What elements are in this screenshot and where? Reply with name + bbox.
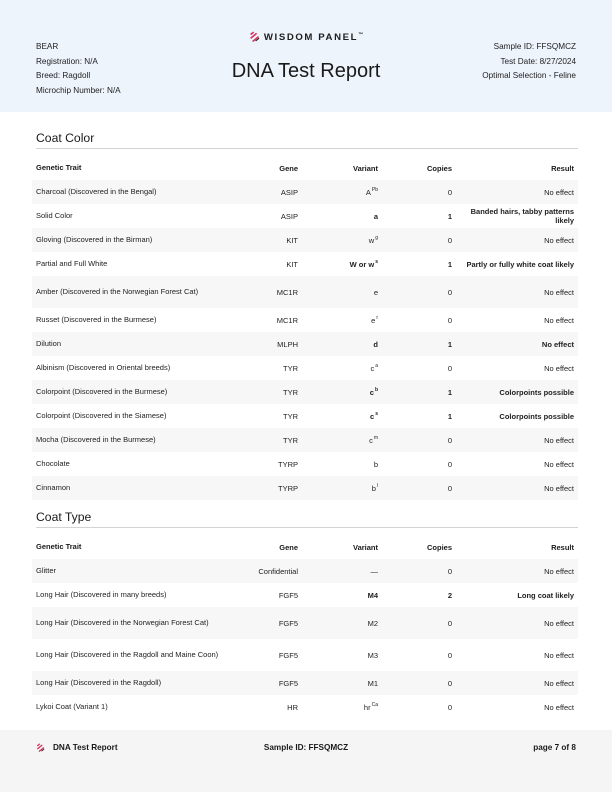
variant-allele: c bbox=[370, 412, 375, 421]
result-cell: Long coat likely bbox=[517, 590, 574, 600]
gene-cell: TYR bbox=[232, 380, 302, 404]
result-cell: Banded hairs, tabby patterns likely bbox=[470, 207, 574, 225]
microchip-number: Microchip Number: N/A bbox=[36, 85, 121, 95]
col-gene: Gene bbox=[279, 163, 298, 173]
report-header bbox=[0, 0, 612, 112]
copies-cell: 0 bbox=[382, 428, 456, 452]
copies-cell: 0 bbox=[447, 650, 452, 660]
result-cell: Partly or fully white coat likely bbox=[466, 259, 574, 269]
variant-superscript: g bbox=[375, 235, 378, 241]
table-row bbox=[32, 180, 578, 204]
variant-cell bbox=[302, 583, 382, 607]
col-variant: Variant bbox=[352, 542, 378, 552]
variant-allele: A bbox=[365, 188, 371, 197]
copies-cell: 1 bbox=[447, 211, 452, 221]
gene-cell: TYR bbox=[283, 363, 298, 373]
variant-allele: M2 bbox=[367, 618, 378, 628]
copies-cell: 2 bbox=[447, 590, 452, 600]
col-gene: Gene bbox=[279, 542, 298, 552]
result-cell: No effect bbox=[456, 228, 578, 252]
variant-allele: d bbox=[373, 339, 378, 349]
col-copies: Copies bbox=[426, 163, 452, 173]
gene-cell: KIT bbox=[286, 259, 298, 269]
gene-cell: TYRP bbox=[232, 476, 302, 500]
gene-cell: ASIP bbox=[280, 211, 298, 221]
copies-cell: 0 bbox=[447, 702, 452, 712]
table-row bbox=[32, 452, 578, 476]
variant-cell bbox=[302, 559, 382, 583]
trait-cell: Chocolate bbox=[36, 459, 70, 468]
gene-cell: Confidential bbox=[232, 559, 302, 583]
page-number: page 7 of 8 bbox=[533, 743, 576, 752]
result-cell: Colorpoints possible bbox=[456, 380, 578, 404]
trait-cell: Gloving (Discovered in the Birman) bbox=[32, 228, 232, 252]
coat-color-heading: Coat Color bbox=[36, 131, 578, 149]
copies-cell: 0 bbox=[382, 607, 456, 639]
variant-superscript: a bbox=[375, 363, 378, 369]
copies-cell: 0 bbox=[382, 671, 456, 695]
gene-cell: FGF5 bbox=[232, 671, 302, 695]
table-row bbox=[32, 695, 578, 719]
variant-superscript: r bbox=[376, 315, 378, 321]
table-row bbox=[32, 228, 578, 252]
breed: Breed: Ragdoll bbox=[36, 71, 91, 80]
panel-name: Optimal Selection - Feline bbox=[482, 71, 576, 80]
copies-cell: 0 bbox=[382, 180, 456, 204]
pet-name: BEAR bbox=[36, 42, 59, 51]
report-footer bbox=[0, 730, 612, 792]
copies-cell: 1 bbox=[447, 411, 452, 421]
trait-cell: Amber (Discovered in the Norwegian Forest Cat) bbox=[32, 276, 232, 308]
trait-cell: Partial and Full White bbox=[36, 259, 108, 268]
trait-cell: Lykoi Coat (Variant 1) bbox=[36, 702, 108, 711]
table-header-row bbox=[32, 156, 578, 180]
result-cell: No effect bbox=[456, 276, 578, 308]
variant-allele: c bbox=[369, 388, 374, 397]
coat-type-table bbox=[32, 535, 578, 719]
col-result: Result bbox=[551, 163, 574, 173]
result-cell: Colorpoints possible bbox=[499, 411, 574, 421]
result-cell: No effect bbox=[544, 315, 574, 325]
copies-cell: 0 bbox=[447, 363, 452, 373]
variant-allele: M4 bbox=[367, 590, 378, 600]
copies-cell: 0 bbox=[382, 476, 456, 500]
trait-cell: Dilution bbox=[32, 332, 232, 356]
gene-cell: TYRP bbox=[277, 459, 298, 469]
gene-cell: FGF5 bbox=[278, 650, 298, 660]
footer-title: DNA Test Report bbox=[53, 743, 118, 752]
trait-cell: Mocha (Discovered in the Burmese) bbox=[32, 428, 232, 452]
gene-cell: MC1R bbox=[276, 315, 298, 325]
col-genetic-trait: Genetic Trait bbox=[36, 163, 82, 172]
variant-allele: e bbox=[371, 316, 376, 325]
result-cell: No effect bbox=[456, 607, 578, 639]
variant-allele: W or w bbox=[349, 260, 375, 269]
variant-allele: a bbox=[373, 211, 378, 221]
table-row bbox=[32, 252, 578, 276]
col-genetic-trait: Genetic Trait bbox=[36, 542, 82, 551]
trait-cell: Long Hair (Discovered in the Ragdoll and Maine Coon) bbox=[36, 650, 219, 659]
variant-cell bbox=[302, 228, 382, 252]
variant-allele: w bbox=[368, 236, 375, 245]
coat-type-rows bbox=[32, 559, 578, 719]
brand-name: WISDOM PANEL bbox=[263, 32, 359, 43]
coat-color-rows bbox=[32, 180, 578, 500]
trait-cell: Long Hair (Discovered in many breeds) bbox=[36, 590, 167, 599]
table-row bbox=[32, 671, 578, 695]
gene-cell: MLPH bbox=[232, 332, 302, 356]
sample-info bbox=[482, 40, 576, 84]
gene-cell: TYR bbox=[232, 428, 302, 452]
variant-cell bbox=[302, 180, 382, 204]
gene-cell: MC1R bbox=[232, 276, 302, 308]
variant-cell bbox=[302, 607, 382, 639]
wisdom-panel-logo-icon bbox=[249, 31, 260, 42]
variant-cell bbox=[302, 695, 382, 719]
copies-cell: 0 bbox=[382, 228, 456, 252]
table-row bbox=[32, 332, 578, 356]
variant-cell bbox=[302, 332, 382, 356]
coat-color-table bbox=[32, 156, 578, 500]
gene-cell: HR bbox=[287, 702, 298, 712]
gene-cell: FGF5 bbox=[278, 590, 298, 600]
table-row bbox=[32, 583, 578, 607]
variant-superscript: Pb bbox=[371, 187, 378, 193]
trait-cell: Albinism (Discovered in Oriental breeds) bbox=[36, 363, 171, 372]
table-row bbox=[32, 276, 578, 308]
col-result: Result bbox=[551, 542, 574, 552]
variant-cell bbox=[302, 428, 382, 452]
table-row bbox=[32, 639, 578, 671]
table-row bbox=[32, 204, 578, 228]
variant-cell bbox=[302, 671, 382, 695]
copies-cell: 0 bbox=[447, 315, 452, 325]
result-cell: No effect bbox=[544, 702, 574, 712]
variant-allele: e bbox=[373, 287, 378, 297]
gene-cell: FGF5 bbox=[232, 607, 302, 639]
registration: Registration: N/A bbox=[36, 56, 98, 66]
variant-allele: c bbox=[369, 436, 373, 445]
trademark-symbol: ™ bbox=[358, 32, 364, 38]
result-cell: No effect bbox=[544, 459, 574, 469]
variant-cell bbox=[302, 476, 382, 500]
copies-cell: 1 bbox=[382, 380, 456, 404]
variant-superscript: s bbox=[375, 259, 378, 265]
report-title: DNA Test Report bbox=[231, 60, 381, 82]
table-row bbox=[32, 559, 578, 583]
table-row bbox=[32, 356, 578, 380]
trait-cell: Russet (Discovered in the Burmese) bbox=[36, 315, 157, 324]
test-date: Test Date: 8/27/2024 bbox=[500, 56, 576, 66]
copies-cell: 1 bbox=[447, 259, 452, 269]
variant-cell bbox=[302, 404, 382, 428]
variant-cell bbox=[302, 639, 382, 671]
gene-cell: ASIP bbox=[232, 180, 302, 204]
variant-cell bbox=[302, 356, 382, 380]
variant-cell bbox=[302, 276, 382, 308]
trait-cell: Glitter bbox=[32, 559, 232, 583]
variant-superscript: s bbox=[375, 411, 378, 417]
col-copies: Copies bbox=[426, 542, 452, 552]
table-row bbox=[32, 404, 578, 428]
result-cell: No effect bbox=[456, 428, 578, 452]
gene-cell: KIT bbox=[232, 228, 302, 252]
table-header-row bbox=[32, 535, 578, 559]
trait-cell: Cinnamon bbox=[32, 476, 232, 500]
variant-cell bbox=[302, 252, 382, 276]
coat-type-heading: Coat Type bbox=[36, 510, 578, 528]
table-row bbox=[32, 607, 578, 639]
trait-cell: Solid Color bbox=[36, 211, 73, 220]
variant-superscript: l bbox=[376, 483, 378, 489]
variant-allele: M1 bbox=[367, 678, 378, 688]
variant-superscript: Ca bbox=[371, 702, 378, 708]
variant-allele: b bbox=[373, 459, 378, 469]
variant-allele: b bbox=[371, 484, 376, 493]
variant-allele: — bbox=[370, 566, 378, 576]
table-row bbox=[32, 428, 578, 452]
copies-cell: 1 bbox=[382, 332, 456, 356]
sample-id: Sample ID: FFSQMCZ bbox=[493, 42, 576, 51]
variant-allele: hr bbox=[363, 703, 371, 712]
trait-cell: Charcoal (Discovered in the Bengal) bbox=[32, 180, 232, 204]
trait-cell: Long Hair (Discovered in the Ragdoll) bbox=[32, 671, 232, 695]
variant-cell bbox=[302, 380, 382, 404]
variant-cell bbox=[302, 204, 382, 228]
result-cell: No effect bbox=[456, 332, 578, 356]
variant-allele: M3 bbox=[367, 650, 378, 660]
gene-cell: TYR bbox=[283, 411, 298, 421]
copies-cell: 0 bbox=[447, 459, 452, 469]
variant-cell bbox=[302, 308, 382, 332]
trait-cell: Long Hair (Discovered in the Norwegian Forest Cat) bbox=[32, 607, 232, 639]
trait-cell: Colorpoint (Discovered in the Siamese) bbox=[36, 411, 167, 420]
variant-superscript: m bbox=[373, 435, 378, 441]
col-variant: Variant bbox=[352, 163, 378, 173]
copies-cell: 0 bbox=[382, 276, 456, 308]
result-cell: No effect bbox=[456, 559, 578, 583]
result-cell: No effect bbox=[544, 650, 574, 660]
trait-cell: Colorpoint (Discovered in the Burmese) bbox=[32, 380, 232, 404]
variant-superscript: b bbox=[374, 387, 378, 393]
variant-cell bbox=[302, 452, 382, 476]
copies-cell: 0 bbox=[382, 559, 456, 583]
table-row bbox=[32, 380, 578, 404]
result-cell: No effect bbox=[456, 476, 578, 500]
result-cell: No effect bbox=[456, 180, 578, 204]
result-cell: No effect bbox=[456, 671, 578, 695]
footer-sample-id: Sample ID: FFSQMCZ bbox=[263, 743, 349, 752]
variant-allele: c bbox=[370, 364, 375, 373]
result-cell: No effect bbox=[544, 363, 574, 373]
table-row bbox=[32, 308, 578, 332]
table-row bbox=[32, 476, 578, 500]
